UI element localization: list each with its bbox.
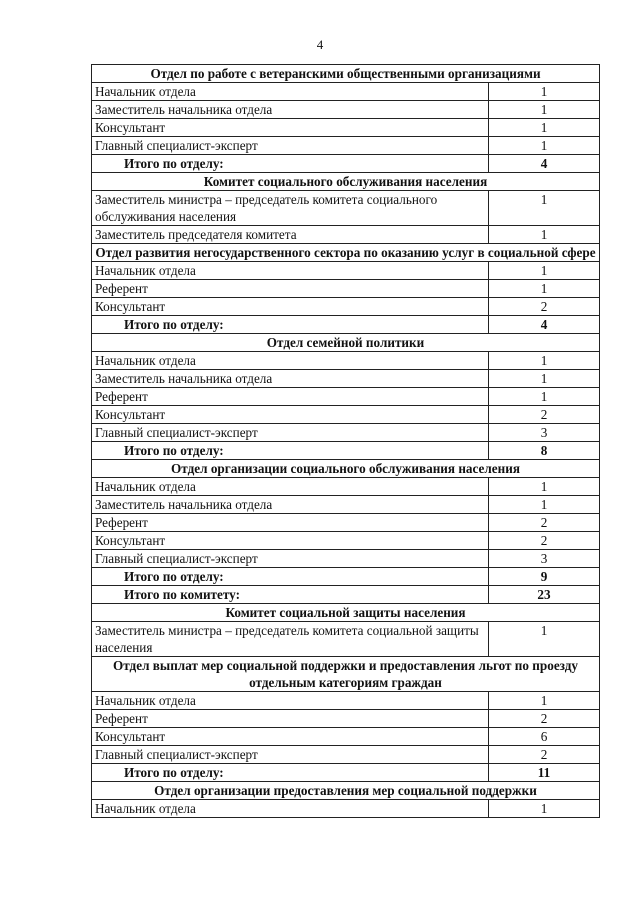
section-title: Отдел организации предоставления мер социальной поддержки bbox=[92, 782, 600, 800]
position-name: Референт bbox=[92, 280, 489, 298]
section-title: Отдел выплат мер социальной поддержки и предоставления льгот по проезду отдельным категориям граждан bbox=[92, 657, 600, 692]
position-row bbox=[92, 800, 600, 818]
staffing-table-body bbox=[92, 65, 600, 818]
position-name: Начальник отдела bbox=[92, 262, 489, 280]
position-name: Референт bbox=[92, 514, 489, 532]
position-count: 1 bbox=[489, 496, 600, 514]
position-name: Заместитель министра – председатель комитета социального обслуживания населения bbox=[92, 191, 489, 226]
position-name: Заместитель начальника отдела bbox=[92, 370, 489, 388]
position-name: Главный специалист-эксперт bbox=[92, 137, 489, 155]
position-name: Консультант bbox=[92, 298, 489, 316]
position-name: Главный специалист-эксперт bbox=[92, 550, 489, 568]
position-count: 1 bbox=[489, 370, 600, 388]
section-header-row bbox=[92, 244, 600, 262]
position-name: Консультант bbox=[92, 406, 489, 424]
position-row bbox=[92, 191, 600, 226]
position-row bbox=[92, 101, 600, 119]
position-name: Референт bbox=[92, 388, 489, 406]
position-row bbox=[92, 710, 600, 728]
total-label: Итого по отделу: bbox=[92, 568, 489, 586]
section-header-row bbox=[92, 657, 600, 692]
position-row bbox=[92, 478, 600, 496]
position-row bbox=[92, 298, 600, 316]
position-row bbox=[92, 424, 600, 442]
position-count: 2 bbox=[489, 710, 600, 728]
staffing-table bbox=[91, 64, 600, 818]
position-row bbox=[92, 83, 600, 101]
position-count: 1 bbox=[489, 119, 600, 137]
position-count: 2 bbox=[489, 746, 600, 764]
total-count: 4 bbox=[489, 155, 600, 173]
position-count: 6 bbox=[489, 728, 600, 746]
total-count: 8 bbox=[489, 442, 600, 460]
position-count: 1 bbox=[489, 478, 600, 496]
section-header-row bbox=[92, 782, 600, 800]
total-row bbox=[92, 568, 600, 586]
position-row bbox=[92, 532, 600, 550]
total-row bbox=[92, 316, 600, 334]
position-name: Начальник отдела bbox=[92, 83, 489, 101]
position-name: Начальник отдела bbox=[92, 800, 489, 818]
position-row bbox=[92, 514, 600, 532]
position-row bbox=[92, 119, 600, 137]
position-count: 2 bbox=[489, 514, 600, 532]
section-header-row bbox=[92, 460, 600, 478]
position-row bbox=[92, 692, 600, 710]
position-count: 1 bbox=[489, 388, 600, 406]
total-label: Итого по комитету: bbox=[92, 586, 489, 604]
position-row bbox=[92, 550, 600, 568]
position-name: Начальник отдела bbox=[92, 692, 489, 710]
position-name: Заместитель министра – председатель комитета социальной защиты населения bbox=[92, 622, 489, 657]
position-name: Консультант bbox=[92, 532, 489, 550]
position-name: Референт bbox=[92, 710, 489, 728]
total-label: Итого по отделу: bbox=[92, 442, 489, 460]
position-name: Заместитель председателя комитета bbox=[92, 226, 489, 244]
position-count: 1 bbox=[489, 137, 600, 155]
section-title: Отдел семейной политики bbox=[92, 334, 600, 352]
position-row bbox=[92, 262, 600, 280]
section-header-row bbox=[92, 173, 600, 191]
position-count: 1 bbox=[489, 692, 600, 710]
position-name: Главный специалист-эксперт bbox=[92, 746, 489, 764]
position-name: Заместитель начальника отдела bbox=[92, 496, 489, 514]
section-title: Отдел организации социального обслуживания населения bbox=[92, 460, 600, 478]
position-count: 2 bbox=[489, 406, 600, 424]
position-row bbox=[92, 728, 600, 746]
position-count: 1 bbox=[489, 800, 600, 818]
position-row bbox=[92, 496, 600, 514]
position-row bbox=[92, 388, 600, 406]
section-title: Комитет социальной защиты населения bbox=[92, 604, 600, 622]
position-count: 1 bbox=[489, 226, 600, 244]
position-count: 3 bbox=[489, 550, 600, 568]
total-row bbox=[92, 442, 600, 460]
total-row bbox=[92, 764, 600, 782]
total-row bbox=[92, 586, 600, 604]
section-header-row bbox=[92, 334, 600, 352]
position-row bbox=[92, 370, 600, 388]
section-header-row bbox=[92, 65, 600, 83]
position-name: Начальник отдела bbox=[92, 478, 489, 496]
position-row bbox=[92, 406, 600, 424]
position-name: Консультант bbox=[92, 728, 489, 746]
section-title: Отдел по работе с ветеранскими общественными организациями bbox=[92, 65, 600, 83]
position-count: 1 bbox=[489, 280, 600, 298]
position-row bbox=[92, 622, 600, 657]
section-header-row bbox=[92, 604, 600, 622]
position-count: 1 bbox=[489, 101, 600, 119]
total-label: Итого по отделу: bbox=[92, 764, 489, 782]
position-row bbox=[92, 746, 600, 764]
total-count: 23 bbox=[489, 586, 600, 604]
total-label: Итого по отделу: bbox=[92, 316, 489, 334]
section-title: Комитет социального обслуживания населения bbox=[92, 173, 600, 191]
position-row bbox=[92, 137, 600, 155]
position-count: 1 bbox=[489, 262, 600, 280]
position-count: 1 bbox=[489, 622, 600, 657]
section-title: Отдел развития негосударственного сектора по оказанию услуг в социальной сфере bbox=[92, 244, 600, 262]
position-row bbox=[92, 226, 600, 244]
position-name: Заместитель начальника отдела bbox=[92, 101, 489, 119]
position-row bbox=[92, 352, 600, 370]
position-name: Начальник отдела bbox=[92, 352, 489, 370]
total-count: 9 bbox=[489, 568, 600, 586]
position-count: 2 bbox=[489, 532, 600, 550]
position-count: 1 bbox=[489, 352, 600, 370]
total-row bbox=[92, 155, 600, 173]
total-count: 4 bbox=[489, 316, 600, 334]
position-name: Консультант bbox=[92, 119, 489, 137]
total-count: 11 bbox=[489, 764, 600, 782]
page-number: 4 bbox=[316, 37, 324, 52]
position-count: 2 bbox=[489, 298, 600, 316]
total-label: Итого по отделу: bbox=[92, 155, 489, 173]
position-name: Главный специалист-эксперт bbox=[92, 424, 489, 442]
position-count: 1 bbox=[489, 83, 600, 101]
position-count: 1 bbox=[489, 191, 600, 226]
position-count: 3 bbox=[489, 424, 600, 442]
position-row bbox=[92, 280, 600, 298]
